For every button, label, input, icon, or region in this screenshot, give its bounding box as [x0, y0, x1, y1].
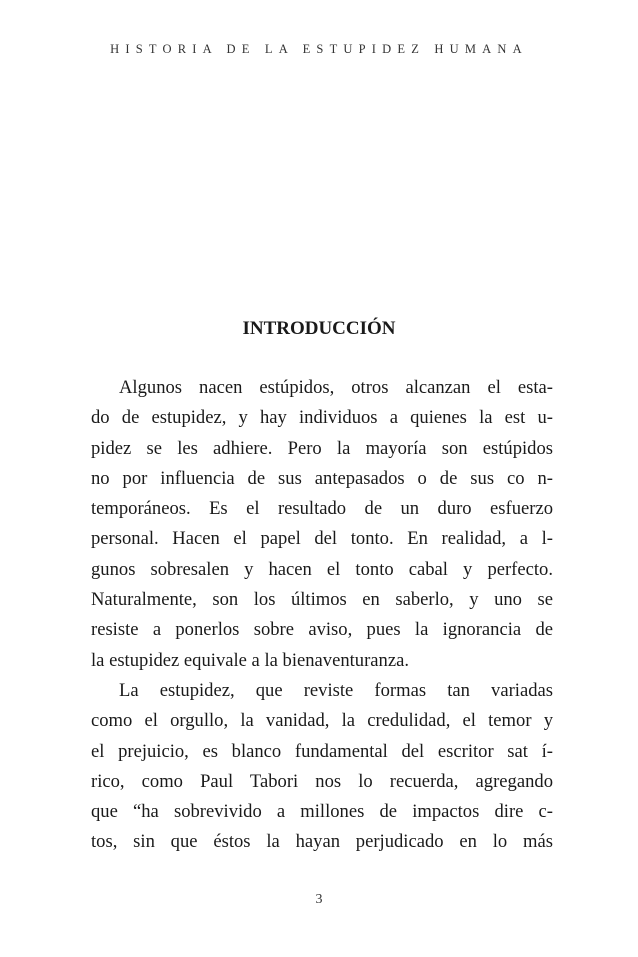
text-line: resiste a ponerlos sobre aviso, pues la ignorancia de [91, 619, 553, 641]
text-line: do de estupidez, y hay individuos a quienes la est u- [91, 407, 553, 429]
text-line: el prejuicio, es blanco fundamental del escritor sat í- [91, 740, 553, 762]
running-head: HISTORIA DE LA ESTUPIDEZ HUMANA [110, 42, 528, 56]
text-line: tos, sin que éstos la hayan perjudicado en lo más [91, 831, 553, 853]
chapter-title: INTRODUCCIÓN [242, 318, 396, 339]
text-line: gunos sobresalen y hacen el tonto cabal y perfecto. [91, 558, 553, 580]
text-line: rico, como Paul Tabori nos lo recuerda, agregando [91, 770, 553, 792]
text-line: Naturalmente, son los últimos en saberlo, y uno se [91, 589, 553, 611]
text-line: Algunos nacen estúpidos, otros alcanzan el esta- [119, 377, 553, 398]
text-line: como el orgullo, la vanidad, la credulidad, el temor y [91, 710, 553, 732]
text-line: que “ha sobrevivido a millones de impactos dire c- [91, 801, 553, 823]
text-line: no por influencia de sus antepasados o de sus co n- [91, 467, 553, 489]
page-number: 3 [315, 892, 323, 907]
text-line: temporáneos. Es el resultado de un duro esfuerzo [91, 498, 553, 520]
text-line: pidez se les adhiere. Pero la mayoría son estúpidos [91, 437, 553, 459]
text-line: personal. Hacen el papel del tonto. En realidad, a l- [91, 528, 553, 550]
text-line: la estupidez equivale a la bienaventuranza. [91, 649, 410, 671]
text-line: La estupidez, que reviste formas tan variadas [119, 679, 553, 701]
body-text [91, 373, 553, 858]
